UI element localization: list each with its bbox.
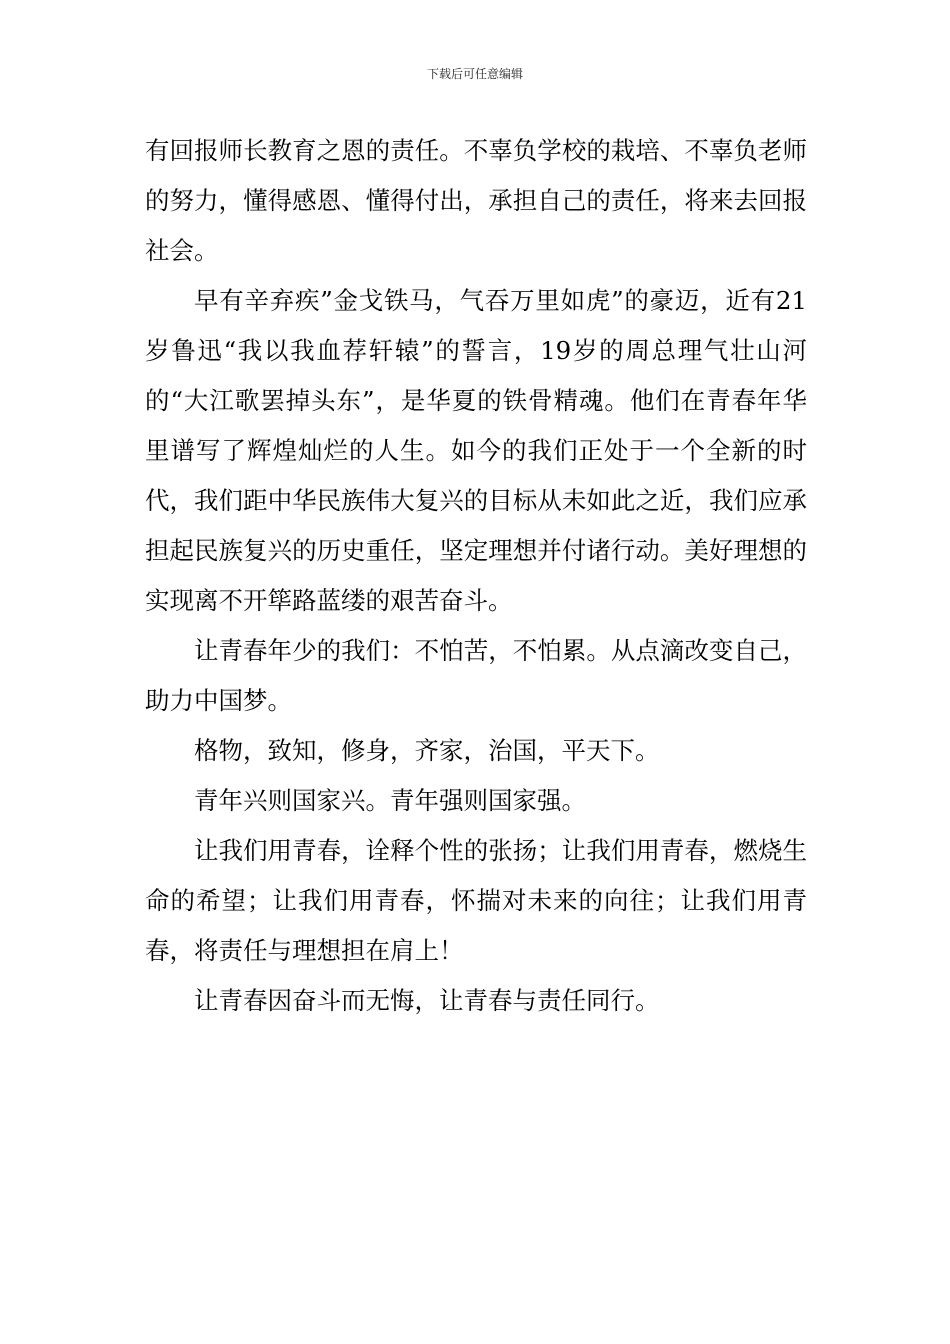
paragraph-youth: 让青春年少的我们：不怕苦，不怕累。从点滴改变自己，助力中国梦。 <box>145 636 807 715</box>
page-header: 下载后可任意编辑 <box>426 67 523 81</box>
paragraph-let-us: 让我们用青春，诠释个性的张扬；让我们用青春，燃烧生命的希望；让我们用青春，怀揣对未来的向往；让我们用青春，将责任与理想担在肩上！ <box>145 836 807 965</box>
paragraph-motto: 格物，致知，修身，齐家，治国，平天下。 <box>194 736 660 765</box>
document-body <box>145 126 807 1026</box>
paragraph-continuation: 有回报师长教育之恩的责任。不辜负学校的栽培、不辜负老师的努力，懂得感恩、懂得付出，承担自己的责任，将来去回报社会。 <box>145 136 807 265</box>
paragraph-nation: 青年兴则国家兴。青年强则国家强。 <box>194 786 586 815</box>
paragraph-heroes: 早有辛弃疾”金戈铁马，气吞万里如虎”的豪迈，近有21岁鲁迅“我以我血荐轩辕”的誓言，19岁的周总理气壮山河的“大江歌罢掉头东”，是华夏的铁骨精魂。他们在青春年华里谱写了辉煌灿烂的人生。如今的我们正处于一个全新的时代，我们距中华民族伟大复兴的目标从未如此之近，我们应承担起民族复兴的历史重任，坚定理想并付诸行动。美好理想的实现离不开筚路蓝缕的艰苦奋斗。 <box>145 286 807 615</box>
paragraph-closing: 让青春因奋斗而无悔，让青春与责任同行。 <box>194 986 660 1015</box>
